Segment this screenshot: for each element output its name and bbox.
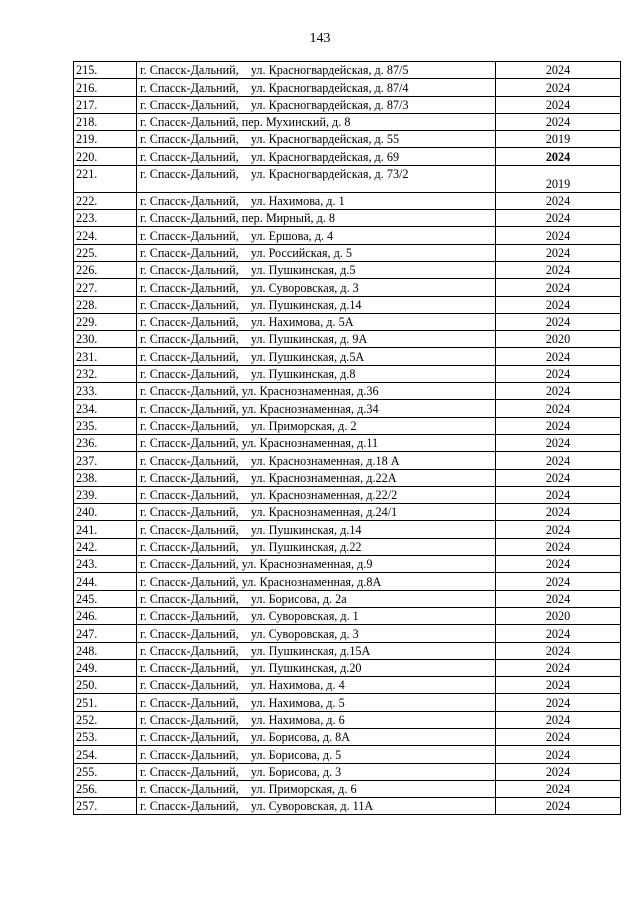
row-year: 2024 [496,296,621,313]
row-number: 233. [74,383,137,400]
row-number: 253. [74,728,137,745]
row-number: 227. [74,279,137,296]
row-number: 238. [74,469,137,486]
row-address: г. Спасск-Дальний, ул. Ершова, д. 4 [137,227,496,244]
row-year: 2020 [496,331,621,348]
table-row [74,469,621,486]
table-row [74,148,621,165]
row-number: 236. [74,434,137,451]
row-year: 2024 [496,244,621,261]
row-year: 2024 [496,486,621,503]
row-address: г. Спасск-Дальний, ул. Пушкинская, д.20 [137,659,496,676]
table-row [74,417,621,434]
address-table [73,61,621,815]
row-number: 231. [74,348,137,365]
row-number: 234. [74,400,137,417]
table-row [74,365,621,382]
row-number: 215. [74,62,137,79]
row-address: г. Спасск-Дальний, ул. Красногвардейская, д. 73/2 [137,165,496,192]
table-row [74,279,621,296]
row-address: г. Спасск-Дальний, ул. Краснознаменная, д.9 [137,556,496,573]
row-number: 257. [74,798,137,815]
row-address: г. Спасск-Дальний, ул. Краснознаменная, д.36 [137,383,496,400]
row-year: 2024 [496,763,621,780]
row-year: 2024 [496,96,621,113]
row-address: г. Спасск-Дальний, пер. Мухинский, д. 8 [137,113,496,130]
table-row [74,642,621,659]
row-year: 2024 [496,556,621,573]
row-year: 2024 [496,261,621,278]
row-year: 2024 [496,417,621,434]
row-year: 2024 [496,279,621,296]
row-address: г. Спасск-Дальний, ул. Нахимова, д. 6 [137,711,496,728]
row-number: 220. [74,148,137,165]
table-row [74,313,621,330]
table-row [74,728,621,745]
row-year: 2024 [496,521,621,538]
row-address: г. Спасск-Дальний, ул. Краснознаменная, д.8А [137,573,496,590]
table-row [74,210,621,227]
row-number: 235. [74,417,137,434]
row-year: 2024 [496,227,621,244]
row-year: 2024 [496,469,621,486]
row-address: г. Спасск-Дальний, ул. Борисова, д. 5 [137,746,496,763]
row-address: г. Спасск-Дальний, ул. Краснознаменная, д.24/1 [137,504,496,521]
table-row [74,607,621,624]
row-number: 249. [74,659,137,676]
row-address: г. Спасск-Дальний, ул. Российская, д. 5 [137,244,496,261]
row-year: 2024 [496,780,621,797]
row-year: 2024 [496,79,621,96]
row-number: 242. [74,538,137,555]
table-row [74,659,621,676]
table-row [74,331,621,348]
row-year: 2024 [496,590,621,607]
row-year: 2024 [496,728,621,745]
row-address: г. Спасск-Дальний, ул. Нахимова, д. 4 [137,677,496,694]
row-number: 223. [74,210,137,227]
row-number: 237. [74,452,137,469]
row-address: г. Спасск-Дальний, ул. Нахимова, д. 5 [137,694,496,711]
table-row [74,694,621,711]
row-number: 229. [74,313,137,330]
table-row [74,625,621,642]
row-year: 2024 [496,573,621,590]
row-number: 239. [74,486,137,503]
row-year: 2024 [496,746,621,763]
row-number: 222. [74,192,137,209]
row-number: 256. [74,780,137,797]
row-address: г. Спасск-Дальний, ул. Приморская, д. 6 [137,780,496,797]
table-row [74,590,621,607]
row-number: 246. [74,607,137,624]
row-year: 2024 [496,365,621,382]
row-number: 248. [74,642,137,659]
row-year: 2024 [496,192,621,209]
row-year: 2024 [496,452,621,469]
row-year: 2019 [496,131,621,148]
row-year: 2024 [496,711,621,728]
row-year: 2024 [496,113,621,130]
table-row [74,296,621,313]
row-address: г. Спасск-Дальний, ул. Суворовская, д. 3 [137,279,496,296]
row-number: 232. [74,365,137,382]
row-number: 247. [74,625,137,642]
row-number: 226. [74,261,137,278]
row-address: г. Спасск-Дальний, ул. Краснознаменная, д.22/2 [137,486,496,503]
row-address: г. Спасск-Дальний, ул. Нахимова, д. 1 [137,192,496,209]
table-row [74,711,621,728]
row-number: 221. [74,165,137,192]
row-number: 219. [74,131,137,148]
row-address: г. Спасск-Дальний, ул. Пушкинская, д.5А [137,348,496,365]
table-row [74,573,621,590]
table-row [74,763,621,780]
row-address: г. Спасск-Дальний, ул. Пушкинская, д.14 [137,521,496,538]
row-year: 2024 [496,210,621,227]
row-address: г. Спасск-Дальний, ул. Борисова, д. 3 [137,763,496,780]
row-address: г. Спасск-Дальний, ул. Борисова, д. 8А [137,728,496,745]
row-address: г. Спасск-Дальний, ул. Красногвардейская, д. 69 [137,148,496,165]
table-row [74,798,621,815]
row-address: г. Спасск-Дальний, ул. Красногвардейская, д. 87/4 [137,79,496,96]
address-table-body [74,62,621,815]
row-address: г. Спасск-Дальний, ул. Пушкинская, д.22 [137,538,496,555]
row-number: 216. [74,79,137,96]
row-number: 218. [74,113,137,130]
row-year: 2024 [496,677,621,694]
row-address: г. Спасск-Дальний, ул. Пушкинская, д.15А [137,642,496,659]
table-row [74,521,621,538]
row-number: 230. [74,331,137,348]
row-address: г. Спасск-Дальний, ул. Пушкинская, д.5 [137,261,496,278]
row-number: 250. [74,677,137,694]
row-number: 254. [74,746,137,763]
row-address: г. Спасск-Дальний, ул. Суворовская, д. 1 [137,607,496,624]
table-row [74,131,621,148]
row-address: г. Спасск-Дальний, ул. Пушкинская, д. 9А [137,331,496,348]
table-row [74,383,621,400]
row-address: г. Спасск-Дальний, ул. Краснознаменная, д.11 [137,434,496,451]
table-row [74,504,621,521]
row-number: 252. [74,711,137,728]
row-number: 217. [74,96,137,113]
row-number: 243. [74,556,137,573]
row-number: 255. [74,763,137,780]
row-address: г. Спасск-Дальний, ул. Краснознаменная, д.34 [137,400,496,417]
row-address: г. Спасск-Дальний, ул. Краснознаменная, д.22А [137,469,496,486]
table-row [74,400,621,417]
row-address: г. Спасск-Дальний, ул. Пушкинская, д.14 [137,296,496,313]
table-row [74,227,621,244]
table-row [74,261,621,278]
table-row [74,538,621,555]
row-number: 224. [74,227,137,244]
table-row [74,79,621,96]
row-address: г. Спасск-Дальний, ул. Суворовская, д. 11А [137,798,496,815]
row-address: г. Спасск-Дальний, ул. Пушкинская, д.8 [137,365,496,382]
table-row [74,113,621,130]
table-row [74,780,621,797]
row-number: 228. [74,296,137,313]
row-number: 244. [74,573,137,590]
table-row [74,434,621,451]
row-address: г. Спасск-Дальний, пер. Мирный, д. 8 [137,210,496,227]
table-row [74,62,621,79]
row-year: 2020 [496,607,621,624]
row-year: 2019 [496,165,621,192]
row-address: г. Спасск-Дальний, ул. Приморская, д. 2 [137,417,496,434]
table-row [74,165,621,192]
row-number: 245. [74,590,137,607]
row-year: 2024 [496,504,621,521]
row-year: 2024 [496,400,621,417]
row-address: г. Спасск-Дальний, ул. Красногвардейская, д. 87/3 [137,96,496,113]
table-row [74,244,621,261]
table-row [74,556,621,573]
row-year: 2024 [496,434,621,451]
table-row [74,677,621,694]
row-number: 225. [74,244,137,261]
row-address: г. Спасск-Дальний, ул. Борисова, д. 2а [137,590,496,607]
row-year: 2024 [496,383,621,400]
row-year: 2024 [496,694,621,711]
row-year: 2024 [496,659,621,676]
row-year: 2024 [496,148,621,165]
table-row [74,348,621,365]
row-address: г. Спасск-Дальний, ул. Суворовская, д. 3 [137,625,496,642]
row-year: 2024 [496,625,621,642]
page-number: 143 [309,31,331,46]
row-address: г. Спасск-Дальний, ул. Красногвардейская, д. 87/5 [137,62,496,79]
row-number: 240. [74,504,137,521]
table-row [74,192,621,209]
row-year: 2024 [496,313,621,330]
row-number: 241. [74,521,137,538]
row-year: 2024 [496,62,621,79]
table-row [74,96,621,113]
row-year: 2024 [496,798,621,815]
row-year: 2024 [496,348,621,365]
row-address: г. Спасск-Дальний, ул. Краснознаменная, д.18 А [137,452,496,469]
row-year: 2024 [496,538,621,555]
table-row [74,746,621,763]
row-address: г. Спасск-Дальний, ул. Нахимова, д. 5А [137,313,496,330]
row-year: 2024 [496,642,621,659]
table-row [74,486,621,503]
row-address: г. Спасск-Дальний, ул. Красногвардейская, д. 55 [137,131,496,148]
table-row [74,452,621,469]
row-number: 251. [74,694,137,711]
